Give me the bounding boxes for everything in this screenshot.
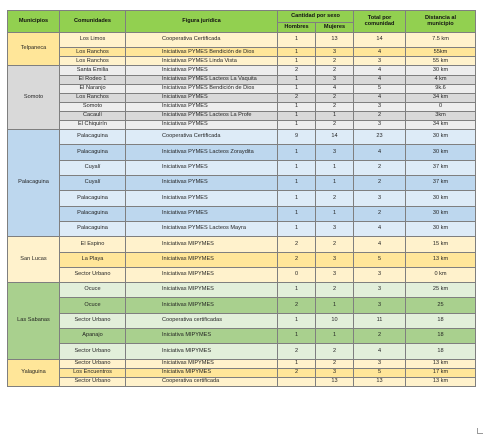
table-row [8, 252, 476, 267]
distancia-cell: 34 km [406, 93, 476, 102]
hombres-cell: 1 [278, 160, 316, 175]
comunidad-cell: Palacaguina [60, 130, 126, 145]
table-row [8, 191, 476, 206]
hombres-cell: 1 [278, 176, 316, 191]
mujeres-cell: 13 [316, 33, 354, 48]
hombres-cell: 1 [278, 121, 316, 130]
figura-juridica-cell: Iniciativas PYMES Lacteos La Profe [126, 111, 278, 120]
mujeres-cell: 2 [316, 102, 354, 111]
total-cell: 4 [354, 221, 406, 236]
figura-juridica-cell: Iniciativa MIPYMES [126, 329, 278, 344]
distancia-cell: 9k.6 [406, 84, 476, 93]
distancia-cell: 4 km [406, 75, 476, 84]
data-table-container [7, 10, 475, 387]
figura-juridica-cell: Iniciativas MIPYMES [126, 252, 278, 267]
comunidad-cell: El Espino [60, 237, 126, 252]
mujeres-cell: 1 [316, 160, 354, 175]
distancia-cell: 0 km [406, 267, 476, 282]
figura-juridica-cell: Cooperativa Certificada [126, 130, 278, 145]
mujeres-cell: 10 [316, 313, 354, 328]
hombres-cell: 1 [278, 145, 316, 160]
total-cell: 3 [354, 283, 406, 298]
total-cell: 4 [354, 344, 406, 359]
mujeres-cell: 3 [316, 368, 354, 377]
total-cell: 4 [354, 66, 406, 75]
comunidad-cell: Somoto [60, 102, 126, 111]
table-row [8, 221, 476, 236]
hombres-cell: 1 [278, 48, 316, 57]
distancia-cell: 25 km [406, 283, 476, 298]
figura-juridica-cell: Iniciativas MIPYMES [126, 237, 278, 252]
distancia-cell: 34 km [406, 121, 476, 130]
mujeres-cell: 2 [316, 121, 354, 130]
figura-juridica-cell: Iniciativas PYMES [126, 206, 278, 221]
hombres-cell: 1 [278, 84, 316, 93]
hombres-cell: 2 [278, 66, 316, 75]
municipio-cell: Somoto [8, 66, 60, 130]
hombres-cell: 1 [278, 206, 316, 221]
table-row [8, 102, 476, 111]
distancia-cell: 3km [406, 111, 476, 120]
comunidad-cell: Palacaguina [60, 221, 126, 236]
hombres-cell: 2 [278, 368, 316, 377]
distancia-cell: 37 km [406, 160, 476, 175]
distancia-cell: 7.5 km [406, 33, 476, 48]
figura-juridica-cell: Iniciativas MIPYMES [126, 283, 278, 298]
distancia-cell: 30 km [406, 66, 476, 75]
figura-juridica-cell: Iniciativas PYMES [126, 93, 278, 102]
comunidad-cell: Santa Emilia [60, 66, 126, 75]
total-cell: 4 [354, 237, 406, 252]
mujeres-cell: 2 [316, 344, 354, 359]
table-row [8, 377, 476, 386]
figura-juridica-cell: Iniciativas PYMES [126, 191, 278, 206]
table-header [8, 11, 476, 33]
figura-juridica-cell: Iniciativas MIPYMES [126, 359, 278, 368]
hombres-cell: 2 [278, 344, 316, 359]
distancia-cell: 18 [406, 344, 476, 359]
header-figura: Figura jurídica [126, 11, 278, 33]
table-row [8, 237, 476, 252]
table-row [8, 206, 476, 221]
figura-juridica-cell: Iniciativa MIPYMES [126, 344, 278, 359]
figura-juridica-cell: Iniciativas PYMES [126, 121, 278, 130]
hombres-cell: 9 [278, 130, 316, 145]
mujeres-cell: 1 [316, 206, 354, 221]
header-total: Total por comunidad [354, 11, 406, 33]
table-row [8, 84, 476, 93]
mujeres-cell: 2 [316, 237, 354, 252]
hombres-cell: 1 [278, 57, 316, 66]
mujeres-cell: 2 [316, 57, 354, 66]
hombres-cell: 2 [278, 252, 316, 267]
comunidad-cell: Cuyalí [60, 176, 126, 191]
distancia-cell: 55 km [406, 57, 476, 66]
municipio-cell: Telpaneca [8, 33, 60, 66]
mujeres-cell: 3 [316, 145, 354, 160]
figura-juridica-cell: Iniciativas PYMES Lacteos Zoraydita [126, 145, 278, 160]
header-municipios: Municipios [8, 11, 60, 33]
hombres-cell: 1 [278, 191, 316, 206]
header-distancia: Distancia al municipio [406, 11, 476, 33]
mujeres-cell: 3 [316, 75, 354, 84]
figura-juridica-cell: Cooperativa Certificada [126, 33, 278, 48]
total-cell: 5 [354, 368, 406, 377]
comunidad-cell: Ocuce [60, 283, 126, 298]
comunidad-cell: Palacaguina [60, 191, 126, 206]
table-row [8, 313, 476, 328]
table-row [8, 93, 476, 102]
table-row [8, 130, 476, 145]
comunidad-cell: Palacaguina [60, 206, 126, 221]
total-cell: 2 [354, 111, 406, 120]
hombres-cell: 1 [278, 221, 316, 236]
table-row [8, 359, 476, 368]
comunidad-cell: Ocuce [60, 298, 126, 313]
figura-juridica-cell: Iniciativas PYMES Bendición de Dios [126, 84, 278, 93]
figura-juridica-cell: Cooperativa certificada [126, 377, 278, 386]
figura-juridica-cell: Iniciativas PYMES [126, 102, 278, 111]
table-row [8, 176, 476, 191]
total-cell: 4 [354, 145, 406, 160]
table-row [8, 57, 476, 66]
mujeres-cell: 2 [316, 93, 354, 102]
comunidad-cell: Palacaguina [60, 145, 126, 160]
total-cell: 13 [354, 377, 406, 386]
total-cell: 3 [354, 191, 406, 206]
table-row [8, 267, 476, 282]
mujeres-cell: 1 [316, 111, 354, 120]
table-row [8, 160, 476, 175]
table-row [8, 145, 476, 160]
total-cell: 3 [354, 57, 406, 66]
figura-juridica-cell: Iniciativas PYMES Bendición de Dios [126, 48, 278, 57]
comunidad-cell: El Naranjo [60, 84, 126, 93]
total-cell: 5 [354, 84, 406, 93]
comunidad-cell: Los Limos [60, 33, 126, 48]
comunidad-cell: Los Ranchos [60, 93, 126, 102]
table-row [8, 344, 476, 359]
hombres-cell: 2 [278, 237, 316, 252]
distancia-cell: 30 km [406, 206, 476, 221]
resize-corner-mark [477, 428, 483, 434]
total-cell: 2 [354, 160, 406, 175]
total-cell: 3 [354, 298, 406, 313]
distancia-cell: 37 km [406, 176, 476, 191]
total-cell: 11 [354, 313, 406, 328]
distancia-cell: 30 km [406, 145, 476, 160]
figura-juridica-cell: Iniciativas PYMES Linda Vista [126, 57, 278, 66]
municipio-cell: San Lucas [8, 237, 60, 283]
total-cell: 23 [354, 130, 406, 145]
total-cell: 3 [354, 359, 406, 368]
total-cell: 14 [354, 33, 406, 48]
comunidad-cell: Los Ranchos [60, 48, 126, 57]
hombres-cell: 1 [278, 102, 316, 111]
hombres-cell: 1 [278, 111, 316, 120]
header-comunidades: Comunidades [60, 11, 126, 33]
total-cell: 2 [354, 176, 406, 191]
figura-juridica-cell: Iniciativas PYMES Lacteos La Vaquita [126, 75, 278, 84]
comunidad-cell: La Playa [60, 252, 126, 267]
comunidad-cell: Cacaulí [60, 111, 126, 120]
total-cell: 3 [354, 267, 406, 282]
header-mujeres: Mujeres [316, 23, 354, 33]
comunidad-cell: Sector Urbano [60, 267, 126, 282]
figura-juridica-cell: Iniciativas PYMES [126, 160, 278, 175]
figura-juridica-cell: Iniciativas MIPYMES [126, 298, 278, 313]
comunidad-cell: Los Encuentros [60, 368, 126, 377]
distancia-cell: 30 km [406, 191, 476, 206]
total-cell: 2 [354, 206, 406, 221]
comunidad-cell: Sector Urbano [60, 313, 126, 328]
mujeres-cell: 13 [316, 377, 354, 386]
mujeres-cell: 3 [316, 252, 354, 267]
mujeres-cell: 3 [316, 48, 354, 57]
distancia-cell: 17 km [406, 368, 476, 377]
distancia-cell: 13 km [406, 377, 476, 386]
distancia-cell: 55km [406, 48, 476, 57]
mujeres-cell: 4 [316, 84, 354, 93]
figura-juridica-cell: Iniciativas PYMES Lacteos Mayra [126, 221, 278, 236]
total-cell: 2 [354, 329, 406, 344]
mujeres-cell: 3 [316, 267, 354, 282]
mujeres-cell: 14 [316, 130, 354, 145]
table-row [8, 329, 476, 344]
total-cell: 5 [354, 252, 406, 267]
municipio-cell: Yalaguina [8, 359, 60, 386]
mujeres-cell: 2 [316, 283, 354, 298]
table-body [8, 33, 476, 387]
distancia-cell: 30 km [406, 221, 476, 236]
distancia-cell: 18 [406, 329, 476, 344]
comunidad-cell: Sector Urbano [60, 344, 126, 359]
comunidad-cell: Sector Urbano [60, 359, 126, 368]
mujeres-cell: 2 [316, 359, 354, 368]
comunidad-cell: Cuyalí [60, 160, 126, 175]
hombres-cell: 0 [278, 267, 316, 282]
total-cell: 3 [354, 102, 406, 111]
distancia-cell: 0 [406, 102, 476, 111]
comunidad-cell: El Chiquirín [60, 121, 126, 130]
header-cantidad: Cantidad por sexo [278, 11, 354, 23]
table-row [8, 368, 476, 377]
distancia-cell: 15 km [406, 237, 476, 252]
total-cell: 4 [354, 48, 406, 57]
hombres-cell: 1 [278, 33, 316, 48]
table-row [8, 298, 476, 313]
table-row [8, 48, 476, 57]
distancia-cell: 18 [406, 313, 476, 328]
communities-table [7, 10, 476, 387]
total-cell: 4 [354, 93, 406, 102]
table-row [8, 75, 476, 84]
hombres-cell: 1 [278, 75, 316, 84]
hombres-cell: 2 [278, 298, 316, 313]
table-row [8, 283, 476, 298]
total-cell: 4 [354, 75, 406, 84]
table-row [8, 111, 476, 120]
figura-juridica-cell: Iniciativas MIPYMES [126, 267, 278, 282]
mujeres-cell: 2 [316, 191, 354, 206]
municipio-cell: Palacaguina [8, 130, 60, 237]
hombres-cell: 1 [278, 359, 316, 368]
comunidad-cell: Los Ranchos [60, 57, 126, 66]
mujeres-cell: 2 [316, 66, 354, 75]
distancia-cell: 30 km [406, 130, 476, 145]
total-cell: 3 [354, 121, 406, 130]
distancia-cell: 13 km [406, 359, 476, 368]
table-row [8, 121, 476, 130]
distancia-cell: 25 [406, 298, 476, 313]
comunidad-cell: El Rodeo 1 [60, 75, 126, 84]
hombres-cell: 1 [278, 329, 316, 344]
mujeres-cell: 1 [316, 329, 354, 344]
mujeres-cell: 3 [316, 221, 354, 236]
header-hombres: Hombres [278, 23, 316, 33]
mujeres-cell: 1 [316, 298, 354, 313]
comunidad-cell: Apanajo [60, 329, 126, 344]
table-row [8, 66, 476, 75]
mujeres-cell: 1 [316, 176, 354, 191]
hombres-cell: 1 [278, 313, 316, 328]
comunidad-cell: Sector Urbano [60, 377, 126, 386]
hombres-cell [278, 377, 316, 386]
figura-juridica-cell: Iniciativas PYMES [126, 66, 278, 75]
hombres-cell: 1 [278, 283, 316, 298]
table-row [8, 33, 476, 48]
hombres-cell: 2 [278, 93, 316, 102]
distancia-cell: 13 km [406, 252, 476, 267]
figura-juridica-cell: Cooperativa certificadas [126, 313, 278, 328]
figura-juridica-cell: Iniciativa MIPYMES [126, 368, 278, 377]
municipio-cell: Las Sabanas [8, 283, 60, 359]
figura-juridica-cell: Iniciativas PYMES [126, 176, 278, 191]
